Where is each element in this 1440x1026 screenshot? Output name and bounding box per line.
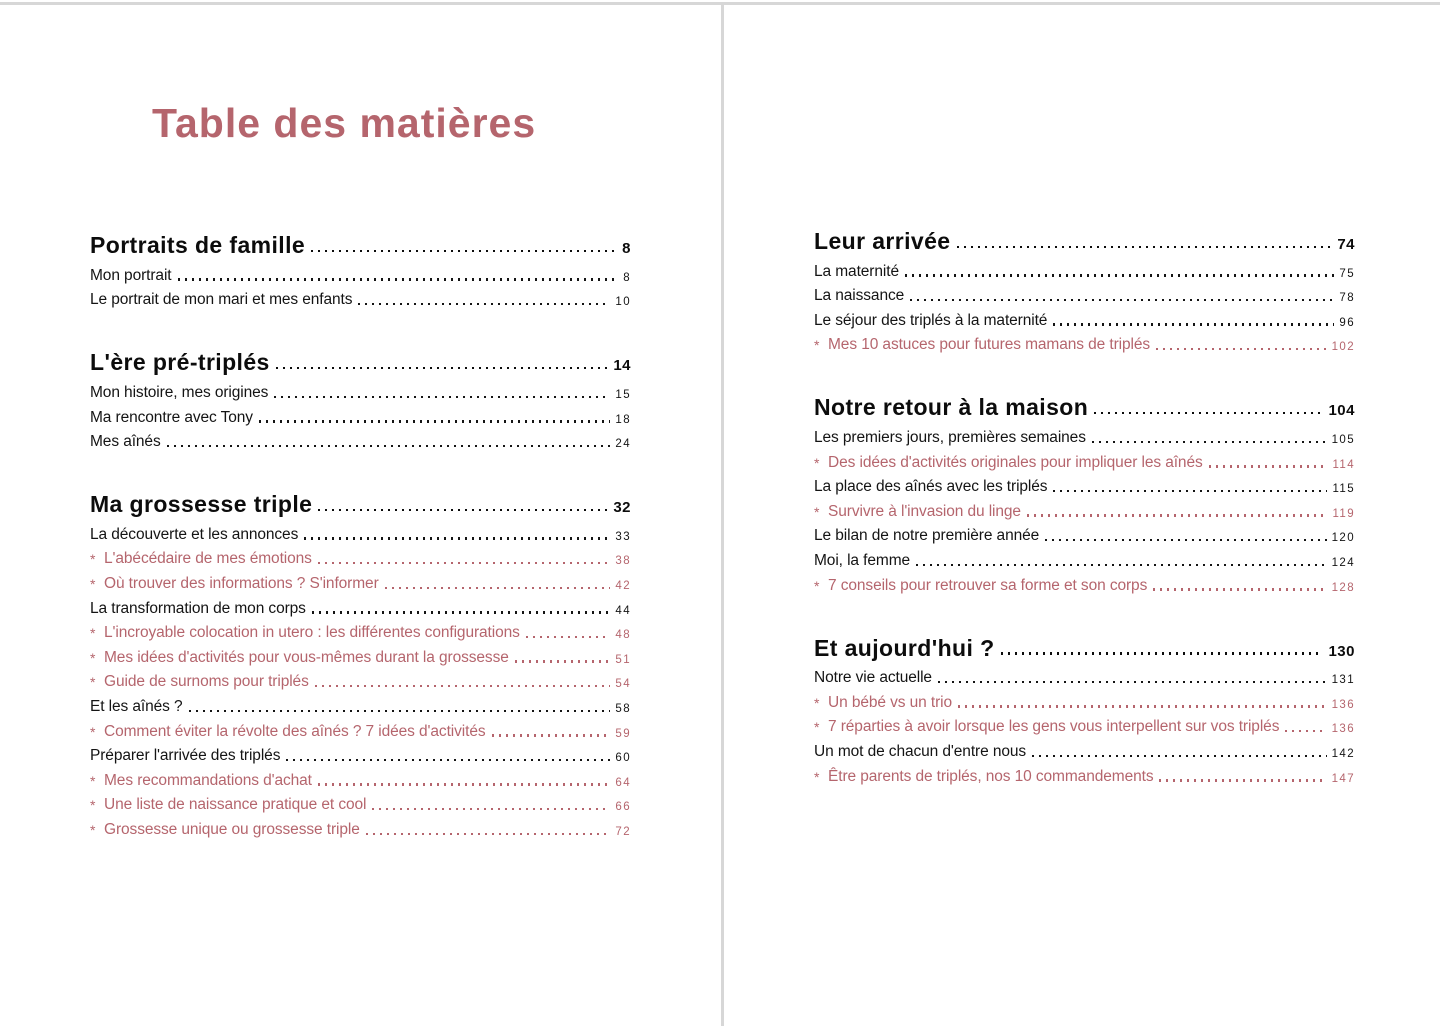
toc-entry [814,258,1355,283]
toc-section [90,345,631,453]
toc-section-heading-label: L'ère pré-triplés [90,349,270,376]
toc-entry-page-number: 96 [1339,316,1355,329]
toc-title: Table des matières [152,100,537,146]
toc-entry [814,665,1355,690]
toc-entry-label: Mes 10 astuces pour futures mamans de triplés [828,336,1151,354]
toc-section-heading-page-number: 130 [1328,642,1355,660]
toc-entry-label: Grossesse unique ou grossesse triple [104,820,360,838]
toc-section [90,228,631,311]
toc-entry-page-number: 142 [1331,747,1355,760]
toc-entry-page-number: 24 [615,438,631,451]
dot-leader [358,303,610,305]
toc-entry-label: Être parents de triplés, nos 10 commandements [828,767,1154,785]
asterisk-bullet-icon: * [90,576,96,593]
toc-section-heading [90,345,631,376]
dot-leader [515,660,611,662]
dot-leader [1032,755,1327,757]
toc-section-heading-page-number: 104 [1328,402,1355,420]
dot-leader [1209,465,1328,467]
toc-entry [814,714,1355,739]
toc-entry [814,498,1355,523]
dot-leader [276,367,609,369]
dot-leader [910,299,1334,301]
dot-leader [1094,412,1323,414]
left-page-sections [90,228,631,841]
asterisk-bullet-icon: * [814,503,820,520]
toc-entry-page-number: 33 [615,530,631,543]
asterisk-bullet-icon: * [814,337,820,354]
toc-entry-label: L'incroyable colocation in utero : les différentes configurations [104,624,520,642]
dot-leader [492,734,611,736]
toc-entry [90,287,631,312]
toc-entry-label: Un mot de chacun d'entre nous [814,742,1027,760]
toc-entry-label: Comment éviter la révolte des aînés ? 7 idées d'activités [104,722,486,740]
toc-section-heading [814,631,1355,662]
toc-entry-label: Les premiers jours, premières semaines [814,428,1086,446]
toc-entry-label: Mes idées d'activités pour vous-mêmes durant la grossesse [104,648,509,666]
toc-entry-page-number: 128 [1331,581,1355,594]
dot-leader [1092,441,1327,443]
toc-entry [90,792,631,817]
toc-entry [814,332,1355,357]
left-page [90,0,631,841]
toc-entry-page-number: 124 [1331,556,1355,569]
toc-entry [90,620,631,645]
toc-entry [814,449,1355,474]
toc-entry [90,570,631,595]
dot-leader [1053,490,1327,492]
toc-entry-page-number: 75 [1339,267,1355,280]
toc-entry-page-number: 44 [615,604,631,617]
toc-entry [814,738,1355,763]
toc-entry [90,521,631,546]
dot-leader [526,636,611,638]
dot-leader [189,710,611,712]
toc-entry-label: Une liste de naissance pratique et cool [104,796,367,814]
asterisk-bullet-icon: * [90,625,96,642]
dot-leader [304,537,610,539]
toc-entry-page-number: 136 [1331,723,1355,736]
toc-entry-label: Où trouver des informations ? S'informer [104,575,379,593]
toc-entry-page-number: 58 [615,702,631,715]
toc-entry [90,644,631,669]
toc-entry-page-number: 48 [615,629,631,642]
toc-section [814,631,1355,788]
toc-entry-page-number: 105 [1331,433,1355,446]
toc-entry-page-number: 119 [1332,507,1355,520]
page-divider [721,5,724,1026]
dot-leader [274,396,610,398]
toc-entry-label: Des idées d'activités originales pour impliquer les aînés [828,453,1203,471]
toc-section-heading-page-number: 8 [622,240,631,258]
toc-section-heading-label: Portraits de famille [90,232,306,259]
toc-entry-page-number: 66 [615,801,631,814]
right-page [814,0,1355,788]
asterisk-bullet-icon: * [90,797,96,814]
asterisk-bullet-icon: * [814,694,820,711]
toc-entry [814,474,1355,499]
toc-entry-page-number: 78 [1339,292,1355,305]
toc-entry [814,283,1355,308]
dot-leader [312,611,611,613]
asterisk-bullet-icon: * [814,454,820,471]
toc-entry-page-number: 102 [1331,341,1355,354]
asterisk-bullet-icon: * [814,577,820,594]
dot-leader [1159,779,1326,781]
toc-entry [814,424,1355,449]
toc-entry-label: Mon histoire, mes origines [90,384,269,402]
asterisk-bullet-icon: * [90,772,96,789]
dot-leader [916,564,1327,566]
toc-entry-page-number: 114 [1332,458,1355,471]
toc-entry-label: La place des aînés avec les triplés [814,478,1048,496]
toc-entry-page-number: 64 [615,776,631,789]
toc-entry-label: La découverte et les annonces [90,525,299,543]
toc-entry-page-number: 115 [1332,483,1355,496]
toc-entry [90,546,631,571]
toc-entry [90,816,631,841]
toc-entry-page-number: 136 [1331,698,1355,711]
toc-entry-page-number: 15 [615,389,631,402]
toc-entry-label: Mon portrait [90,266,172,284]
toc-entry [90,595,631,620]
right-page-sections [814,224,1355,788]
toc-entry-page-number: 54 [615,678,631,691]
toc-entry-label: La transformation de mon corps [90,599,306,617]
toc-entry-label: Et les aînés ? [90,697,183,715]
toc-entry [814,547,1355,572]
dot-leader [311,250,617,252]
toc-entry-label: La maternité [814,262,899,280]
toc-entry [90,429,631,454]
toc-entry [814,572,1355,597]
dot-leader [938,681,1327,683]
dot-leader [1001,652,1324,654]
toc-entry-label: 7 conseils pour retrouver sa forme et son corps [828,576,1148,594]
toc-section-heading [814,390,1355,421]
dot-leader [1153,588,1326,590]
toc-entry-label: Survivre à l'invasion du linge [828,502,1021,520]
dot-leader [958,705,1327,707]
toc-section-heading-page-number: 74 [1337,236,1355,253]
toc-section-heading [90,487,631,518]
toc-entry-label: 7 réparties à avoir lorsque les gens vous interpellent sur vos triplés [828,718,1280,736]
toc-entry [90,379,631,404]
dot-leader [366,833,611,835]
toc-entry [90,404,631,429]
toc-entry-page-number: 51 [615,653,631,666]
dot-leader [1053,323,1334,325]
toc-entry [90,262,631,287]
toc-section-heading-label: Leur arrivée [814,228,951,254]
toc-entry-label: Le bilan de notre première année [814,527,1040,545]
toc-entry-label: Mes aînés [90,433,161,451]
asterisk-bullet-icon: * [90,674,96,691]
asterisk-bullet-icon: * [90,649,96,666]
toc-entry [814,689,1355,714]
toc-entry [814,763,1355,788]
toc-entry-label: Le portrait de mon mari et mes enfants [90,291,353,309]
toc-entry-page-number: 18 [615,413,631,426]
dot-leader [1045,539,1326,541]
toc-entry-label: Préparer l'arrivée des triplés [90,747,281,765]
toc-entry-page-number: 59 [615,727,631,740]
toc-entry-page-number: 120 [1331,532,1355,545]
toc-section [814,390,1355,596]
toc-entry-page-number: 10 [615,296,631,309]
toc-section-heading-page-number: 14 [613,357,631,375]
dot-leader [178,278,619,280]
toc-entry [90,743,631,768]
toc-entry-label: Guide de surnoms pour triplés [104,673,309,691]
dot-leader [286,759,610,761]
asterisk-bullet-icon: * [90,551,96,568]
dot-leader [259,420,610,422]
toc-entry-label: La naissance [814,287,905,305]
dot-leader [315,685,611,687]
toc-section-heading-label: Ma grossesse triple [90,491,313,518]
toc-section [90,487,631,841]
toc-entry [814,307,1355,332]
toc-section-heading-page-number: 32 [613,499,631,517]
dot-leader [1156,348,1327,350]
toc-entry-label: Mes recommandations d'achat [104,771,312,789]
toc-entry-page-number: 42 [615,580,631,593]
toc-entry [90,669,631,694]
toc-entry-page-number: 38 [615,555,631,568]
dot-leader [905,274,1334,276]
asterisk-bullet-icon: * [90,723,96,740]
toc-entry-page-number: 147 [1331,772,1355,785]
dot-leader [167,445,611,447]
dot-leader [385,587,611,589]
toc-entry-page-number: 72 [615,825,631,838]
dot-leader [957,246,1333,248]
toc-entry [90,718,631,743]
toc-entry-label: L'abécédaire de mes émotions [104,550,312,568]
toc-section-heading-label: Et aujourd'hui ? [814,634,995,661]
toc-entry-label: Moi, la femme [814,551,911,569]
toc-entry-label: Un bébé vs un trio [828,693,952,711]
asterisk-bullet-icon: * [814,768,820,785]
toc-entry-page-number: 8 [623,271,631,284]
asterisk-bullet-icon: * [90,821,96,838]
toc-section-heading [90,228,631,259]
toc-entry [90,693,631,718]
toc-section [814,224,1355,356]
toc-entry-label: Notre vie actuelle [814,669,932,687]
dot-leader [1027,514,1328,516]
dot-leader [318,509,608,511]
toc-entry [90,767,631,792]
dot-leader [318,562,611,564]
dot-leader [318,783,611,785]
toc-section-heading [814,224,1355,255]
toc-entry-page-number: 60 [615,752,631,765]
toc-entry [814,523,1355,548]
toc-section-heading-label: Notre retour à la maison [814,394,1089,421]
dot-leader [372,808,610,810]
toc-entry-page-number: 131 [1331,674,1355,687]
dot-leader [1285,730,1326,732]
toc-entry-label: Le séjour des triplés à la maternité [814,311,1048,329]
toc-entry-label: Ma rencontre avec Tony [90,408,253,426]
asterisk-bullet-icon: * [814,719,820,736]
